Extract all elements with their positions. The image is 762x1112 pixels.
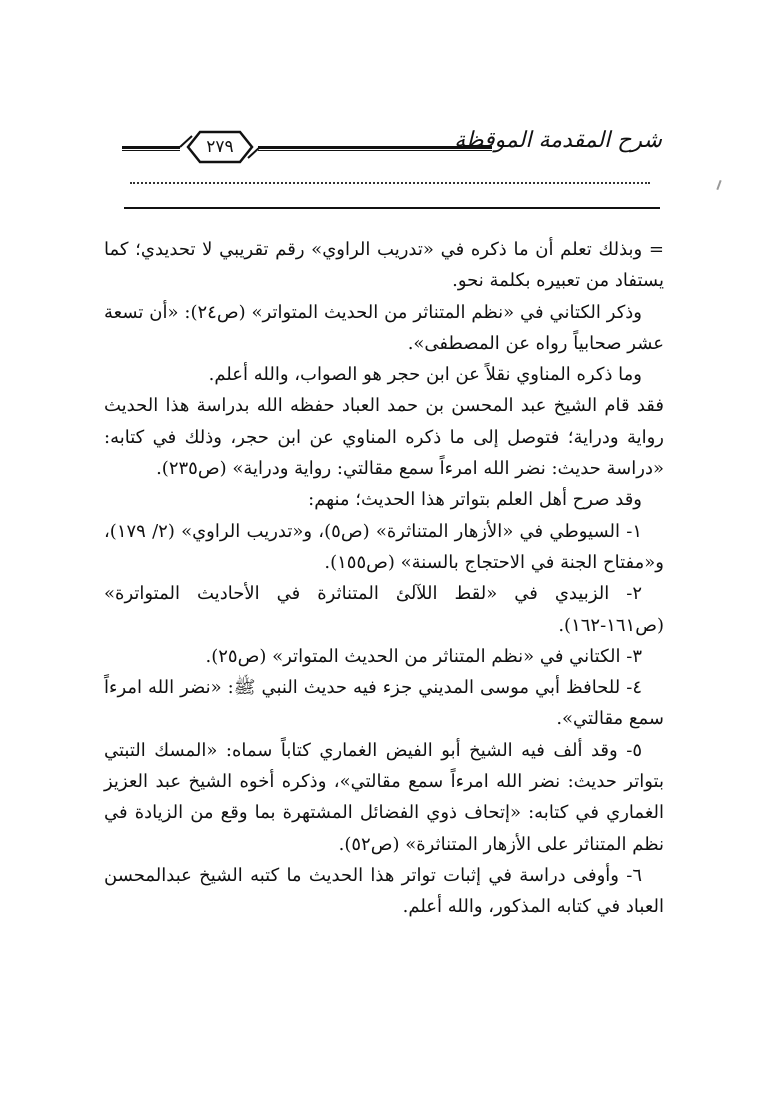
list-item-3: ٣- الكتاني في «نظم المتناثر من الحديث المتواتر» (ص٢٥). [205,645,642,667]
dotted-separator [130,168,650,184]
page-number-badge [178,128,262,166]
scan-mark [716,180,721,190]
paragraph-scholars-intro: وقد صرح أهل العلم بتواتر هذا الحديث؛ منهم: [308,489,642,511]
list-item-4: ٤- للحافظ أبي موسى المديني جزء فيه حديث النبي ﷺ: «نضر الله امرءاً سمع مقالتي». [104,677,664,730]
list-item-6: ٦- وأوفى دراسة في إثبات تواتر هذا الحديث ما كتبه الشيخ عبدالمحسن العباد في كتابه المذكور، والله أعلم. [104,864,664,918]
paragraph-munawi: وما ذكره المناوي نقلاً عن ابن حجر هو الصواب، والله أعلم. [208,364,642,386]
list-item-5: ٥- وقد ألف فيه الشيخ أبو الفيض الغماري كتاباً سماه: «المسك التبتي بتواتر حديث: نضر الله امرءاً سمع مقالتي»، وذكره أخوه الشيخ عبد العزيز الغماري في كتابه: «إتحاف ذوي الفضائل المشتهرة بما وقع من الزيادة في نظم المتناثر على الأزهار المتناثرة» (ص٥٢). [104,739,664,855]
header-rule-left [122,146,180,151]
running-header [122,122,662,170]
paragraph-abbad-study: فقد قام الشيخ عبد المحسن بن حمد العباد حفظه الله بدراسة هذا الحديث رواية ودراية؛ فتوصل إلى ما ذكره المناوي عن ابن حجر، وذلك في كتابه: «دراسة حديث: نضر الله امرءاً سمع مقالتي: رواية ودراية» (ص٢٣٥). [104,395,664,480]
header-bottom-rule [124,207,660,209]
paragraph-kattani: وذكر الكتاني في «نظم المتناثر من الحديث المتواتر» (ص٢٤): «أن تسعة عشر صحابياً رواه عن المصطفى». [104,301,664,354]
page-number: ٢٧٩ [206,137,234,157]
page-body [104,234,664,923]
paragraph-continuation: = وبذلك تعلم أن ما ذكره في «تدريب الراوي» رقم تقريبي لا تحديدي؛ كما يستفاد من تعبيره بكلمة نحو. [104,239,664,292]
list-item-1: ١- السيوطي في «الأزهار المتناثرة» (ص٥)، و«تدريب الراوي» (٢/ ١٧٩)، و«مفتاح الجنة في الاحتجاج بالسنة» (ص١٥٥). [104,520,664,573]
list-item-2: ٢- الزبيدي في «لقط اللآلئ المتناثرة في الأحاديث المتواترة» (ص١٦١-١٦٢). [104,583,664,636]
book-title: شرح المقدمة الموقظة [454,128,662,153]
